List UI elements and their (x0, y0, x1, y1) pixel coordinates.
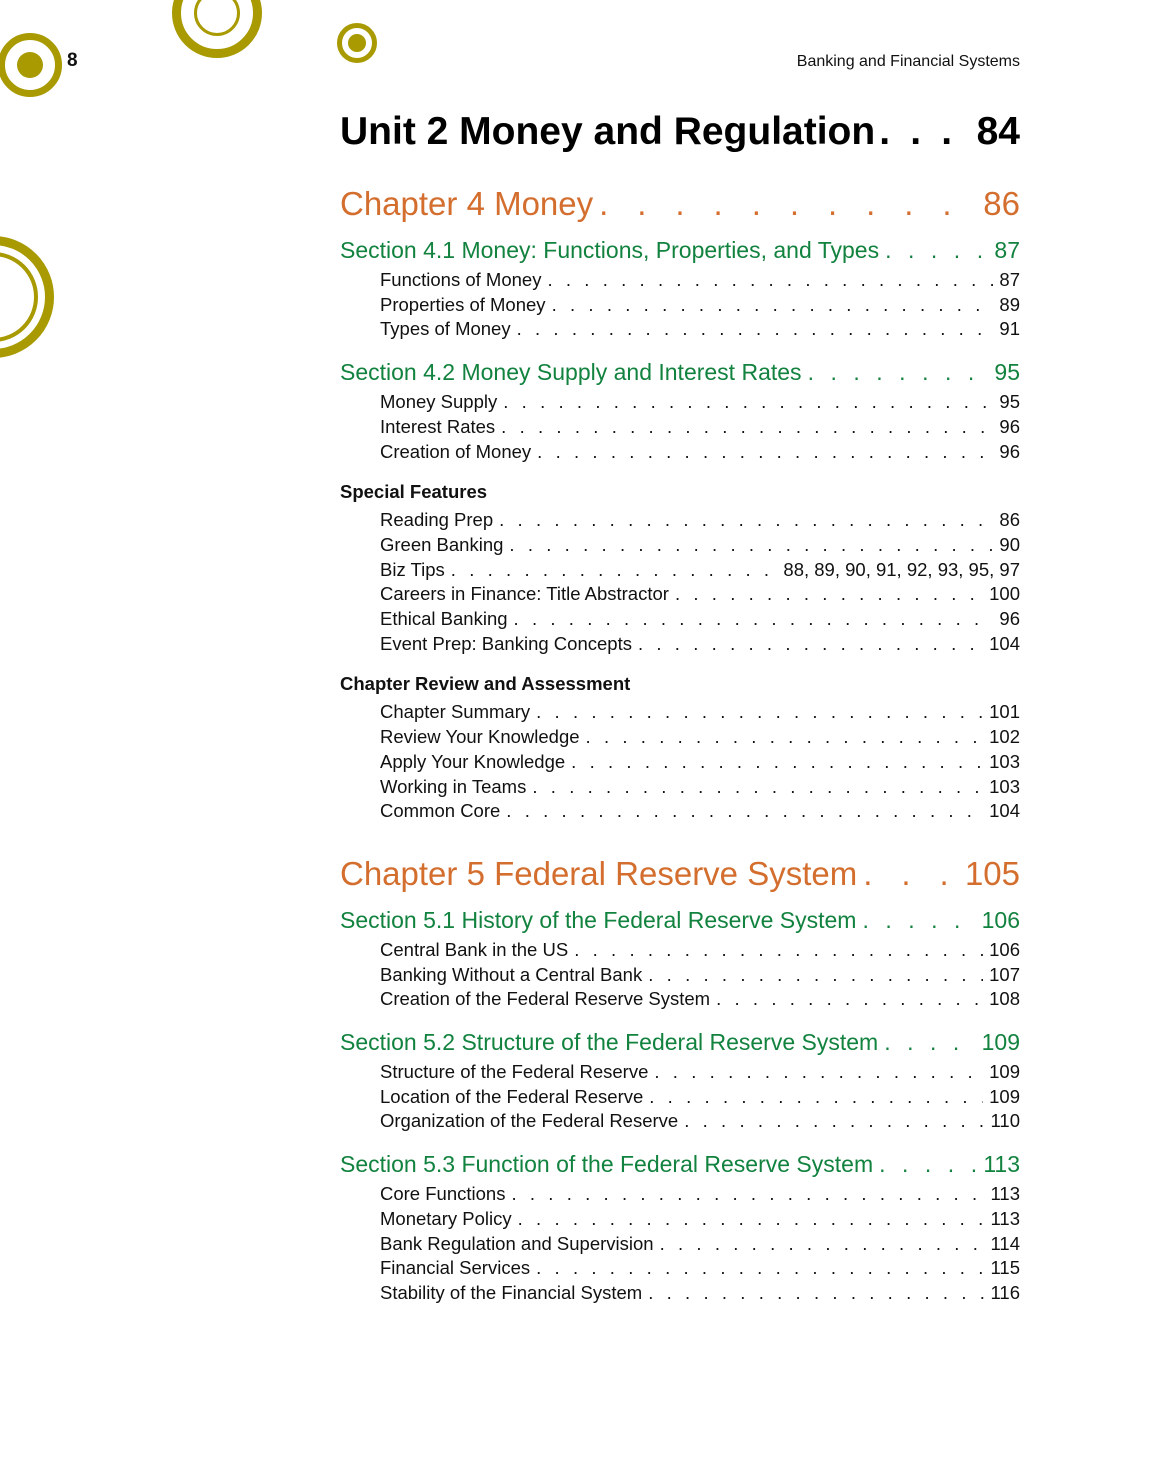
entry-page: 90 (999, 533, 1020, 555)
entry-page: 113 (990, 1207, 1020, 1229)
toc-entry[interactable] (380, 775, 1020, 800)
entry-page: 106 (989, 938, 1020, 960)
dot-leader (879, 108, 972, 156)
dot-leader (536, 700, 983, 725)
entry-page: 116 (990, 1281, 1020, 1303)
toc-entry[interactable] (380, 317, 1020, 342)
entry-title: Common Core (380, 800, 501, 822)
dot-leader (684, 1109, 984, 1134)
toc-entry[interactable] (380, 1207, 1020, 1232)
toc-entry[interactable] (380, 558, 1020, 583)
entry-title: Types of Money (380, 318, 511, 340)
toc-entry[interactable] (380, 293, 1020, 318)
dot-leader (586, 725, 984, 750)
entry-page: 109 (989, 1085, 1020, 1107)
toc-entry[interactable] (380, 750, 1020, 775)
toc-entry[interactable] (380, 725, 1020, 750)
chapter-page: 86 (983, 185, 1020, 222)
dot-leader (675, 582, 983, 607)
entry-page: 89 (999, 293, 1020, 315)
entry-page: 107 (989, 963, 1020, 985)
dot-leader (808, 358, 989, 386)
section-title: Section 5.2 Structure of the Federal Reserve System (340, 1029, 879, 1056)
toc-entry[interactable] (380, 700, 1020, 725)
entry-title: Ethical Banking (380, 608, 508, 630)
toc-entry[interactable] (380, 533, 1020, 558)
dot-leader (552, 293, 994, 318)
dot-leader (862, 906, 975, 934)
dot-leader (537, 440, 993, 465)
entry-page: 100 (989, 583, 1020, 605)
toc-entry[interactable] (380, 799, 1020, 824)
entry-page: 114 (990, 1232, 1020, 1254)
dot-leader (536, 1256, 984, 1281)
entry-page: 115 (990, 1257, 1020, 1279)
section-heading[interactable] (340, 358, 1020, 386)
table-of-contents (340, 108, 1020, 1322)
entry-title: Properties of Money (380, 293, 546, 315)
page-number: 8 (67, 50, 78, 71)
dot-leader (648, 963, 983, 988)
entry-page: 96 (999, 608, 1020, 630)
toc-entry[interactable] (380, 1060, 1020, 1085)
decorative-dot-icon (17, 52, 43, 78)
entry-title: Stability of the Financial System (380, 1281, 643, 1303)
section-title: Section 5.3 Function of the Federal Reserve System (340, 1151, 874, 1178)
section-page: 113 (983, 1151, 1020, 1178)
entry-title: Bank Regulation and Supervision (380, 1232, 654, 1254)
entry-title: Location of the Federal Reserve (380, 1085, 644, 1107)
section-page: 106 (981, 906, 1020, 933)
section-page: 87 (994, 237, 1020, 263)
entry-title: Central Bank in the US (380, 938, 569, 960)
dot-leader (884, 1028, 975, 1056)
entry-page: 102 (989, 726, 1020, 748)
toc-entry[interactable] (380, 582, 1020, 607)
toc-entry[interactable] (380, 1281, 1020, 1306)
entry-title: Apply Your Knowledge (380, 750, 566, 772)
toc-entry[interactable] (380, 1256, 1020, 1281)
dot-leader (660, 1232, 985, 1257)
entry-page: 101 (989, 701, 1020, 723)
toc-entry[interactable] (380, 1109, 1020, 1134)
section-block (340, 236, 1020, 342)
entry-page: 87 (999, 269, 1020, 290)
entry-page: 96 (999, 440, 1020, 462)
unit-page: 84 (976, 110, 1020, 153)
section-block (340, 906, 1020, 1012)
entry-title: Financial Services (380, 1257, 531, 1279)
chapter-review-heading: Chapter Review and Assessment (340, 673, 631, 695)
dot-leader (503, 390, 993, 415)
dot-leader (451, 558, 778, 583)
dot-leader (501, 415, 993, 440)
toc-entry[interactable] (380, 1232, 1020, 1257)
dot-leader (499, 508, 993, 533)
dot-leader (511, 1182, 984, 1207)
dot-leader (532, 775, 983, 800)
entry-title: Money Supply (380, 391, 498, 413)
dot-leader (885, 236, 988, 264)
unit-title (340, 108, 1020, 156)
dot-leader (514, 607, 994, 632)
section-title: Section 4.1 Money: Functions, Properties, and Types (340, 237, 880, 263)
section-heading[interactable] (340, 236, 1020, 264)
section-block (340, 1150, 1020, 1306)
special-features-block (340, 480, 1020, 656)
dot-leader (518, 1207, 985, 1232)
toc-entry[interactable] (380, 268, 1020, 293)
section-page: 95 (994, 359, 1020, 386)
entry-page: 88, 89, 90, 91, 92, 93, 95, 97 (783, 558, 1020, 580)
toc-entry[interactable] (380, 607, 1020, 632)
entry-page: 86 (999, 509, 1020, 531)
toc-entry[interactable] (380, 508, 1020, 533)
toc-entry[interactable] (380, 1085, 1020, 1110)
entry-title: Core Functions (380, 1183, 506, 1205)
dot-leader (879, 1150, 977, 1178)
dot-leader (506, 799, 983, 824)
entry-page: 104 (989, 632, 1020, 654)
toc-entry[interactable] (380, 987, 1020, 1012)
chapter-page: 105 (964, 854, 1020, 892)
running-header: Banking and Financial Systems (796, 53, 1020, 70)
chapter-heading[interactable] (340, 854, 1020, 894)
decorative-dot-icon (348, 34, 366, 52)
toc-entry[interactable] (380, 963, 1020, 988)
dot-leader (649, 1085, 983, 1110)
entry-title: Biz Tips (380, 558, 445, 580)
toc-entry[interactable] (380, 938, 1020, 963)
entry-page: 113 (990, 1183, 1020, 1205)
section-page: 109 (981, 1029, 1020, 1056)
dot-leader (863, 854, 959, 894)
entry-title: Structure of the Federal Reserve (380, 1061, 649, 1083)
entry-page: 104 (989, 800, 1020, 822)
dot-leader (509, 533, 993, 558)
chapter-heading[interactable] (340, 184, 1020, 224)
entry-title: Reading Prep (380, 509, 494, 531)
entry-page: 95 (999, 391, 1020, 413)
toc-entry[interactable] (380, 390, 1020, 415)
dot-leader (517, 317, 994, 342)
dot-leader (648, 1281, 984, 1306)
toc-entry[interactable] (380, 415, 1020, 440)
entry-title: Review Your Knowledge (380, 726, 580, 748)
dot-leader (547, 268, 993, 293)
chapter-title: Chapter 5 Federal Reserve System (340, 854, 858, 892)
section-title: Section 5.1 History of the Federal Reserve System (340, 906, 857, 933)
dot-leader (599, 184, 977, 224)
special-features-heading: Special Features (340, 481, 488, 503)
dot-leader (638, 632, 983, 657)
entry-page: 103 (989, 750, 1020, 772)
toc-entry[interactable] (380, 440, 1020, 465)
dot-leader (571, 750, 983, 775)
chapter-review-block (340, 672, 1020, 824)
entry-page: 109 (989, 1061, 1020, 1083)
entry-page: 110 (990, 1110, 1020, 1132)
section-block (340, 358, 1020, 464)
entry-page: 103 (989, 775, 1020, 797)
toc-entry[interactable] (380, 1182, 1020, 1207)
entry-title: Careers in Finance: Title Abstractor (380, 583, 669, 605)
dot-leader (654, 1060, 983, 1085)
entry-title: Interest Rates (380, 415, 496, 437)
entry-title: Creation of the Federal Reserve System (380, 988, 711, 1010)
entry-title: Functions of Money (380, 269, 542, 290)
entry-page: 91 (999, 318, 1020, 340)
chapter-title: Chapter 4 Money (340, 185, 594, 222)
entry-title: Green Banking (380, 533, 504, 555)
section-heading[interactable] (340, 1150, 1020, 1178)
section-heading[interactable] (340, 906, 1020, 934)
entry-title: Organization of the Federal Reserve (380, 1110, 679, 1132)
dot-leader (574, 938, 983, 963)
entry-title: Chapter Summary (380, 701, 531, 723)
unit-title-text: Unit 2 Money and Regulation (340, 110, 876, 153)
entry-title: Banking Without a Central Bank (380, 963, 643, 985)
entry-page: 96 (999, 415, 1020, 437)
entry-title: Creation of Money (380, 440, 532, 462)
entry-title: Monetary Policy (380, 1207, 512, 1229)
entry-title: Working in Teams (380, 775, 527, 797)
entry-title: Event Prep: Banking Concepts (380, 632, 632, 654)
section-block (340, 1028, 1020, 1134)
section-title: Section 4.2 Money Supply and Interest Rates (340, 359, 802, 386)
dot-leader (716, 987, 983, 1012)
toc-entry[interactable] (380, 632, 1020, 657)
entry-page: 108 (989, 988, 1020, 1010)
section-heading[interactable] (340, 1028, 1020, 1056)
